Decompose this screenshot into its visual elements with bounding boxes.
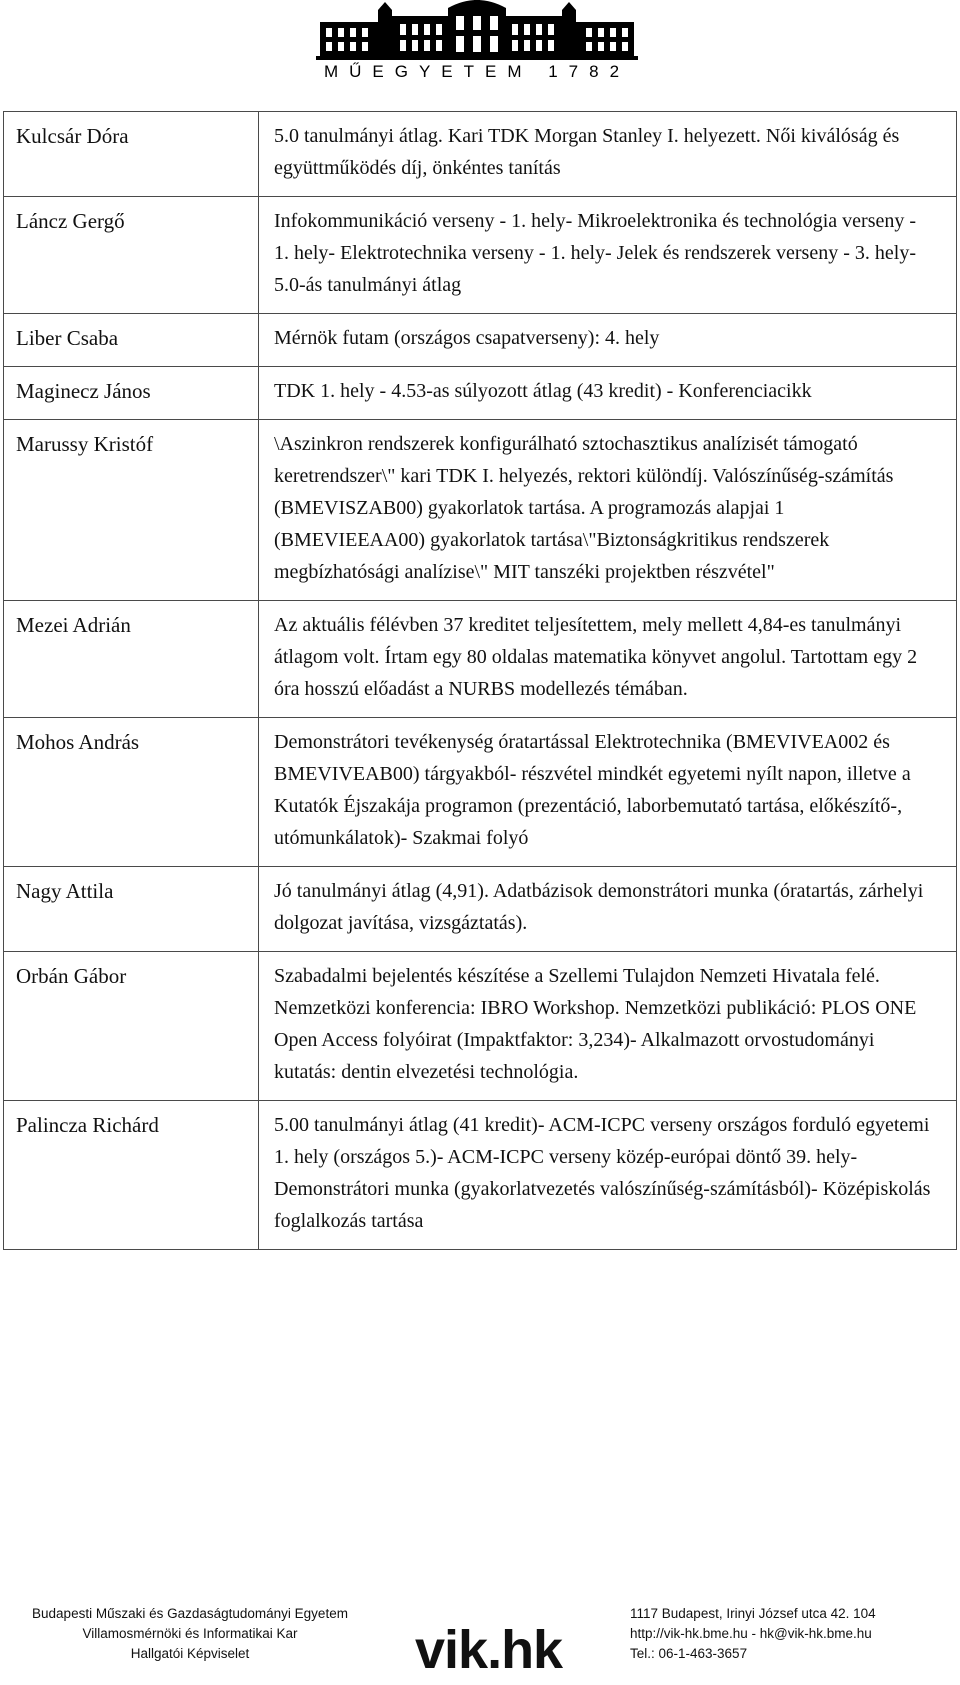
- achievement-description: 5.00 tanulmányi átlag (41 kredit)- ACM-ICPC verseny országos forduló egyetemi 1. hely (országos 5.)- ACM-ICPC verseny közép-európai döntő 39. hely- Demonstrátori munka (gyakorlatvezetés valószínűség-számításból)- Középiskolás foglalkozás tartása: [259, 1101, 957, 1250]
- student-name: Mohos András: [4, 718, 259, 867]
- footer-contact: [630, 1604, 950, 1664]
- page-footer: [0, 1604, 960, 1682]
- footer-faculty: Villamosmérnöki és Informatikai Kar: [82, 1626, 298, 1641]
- university-building-logo: [316, 0, 638, 62]
- table-row: [4, 718, 957, 867]
- achievement-description: Infokommunikáció verseny - 1. hely- Mikroelektronika és technológia verseny - 1. hely- Elektrotechnika verseny - 1. hely- Jelek és rendszerek verseny - 3. hely- 5.0-ás tanulmányi átlag: [259, 197, 957, 314]
- footer-address: 1117 Budapest, Irinyi József utca 42. 104: [630, 1606, 876, 1621]
- logo-caption: MŰEGYETEM 1782: [323, 62, 631, 81]
- footer-phone: Tel.: 06-1-463-3657: [630, 1646, 748, 1661]
- student-name: Mezei Adrián: [4, 601, 259, 718]
- footer-organization: [0, 1604, 380, 1664]
- student-name: Kulcsár Dóra: [4, 112, 259, 197]
- vikhk-logo: [415, 1606, 595, 1680]
- achievement-description: Mérnök futam (országos csapatverseny): 4. hely: [259, 314, 957, 367]
- achievement-description: TDK 1. hely - 4.53-as súlyozott átlag (43 kredit) - Konferenciacikk: [259, 367, 957, 420]
- student-name: Orbán Gábor: [4, 952, 259, 1101]
- table-row: [4, 601, 957, 718]
- brand-text: vik.hk: [415, 1620, 563, 1680]
- table-row: [4, 197, 957, 314]
- achievement-description: \Aszinkron rendszerek konfigurálható sztochasztikus analízisét támogató keretrendszer\" kari TDK I. helyezés, rektori különdíj. Valószínűség-számítás (BMEVISZAB00) gyakorlatok tartása. A programozás alapjai 1 (BMEVIEEAA00) gyakorlatok tartása\"Biztonságkritikus rendszerek megbízhatósági analízise\" MIT tanszéki projektben részvétel": [259, 420, 957, 601]
- brand-logo: [415, 1606, 595, 1680]
- student-name: Láncz Gergő: [4, 197, 259, 314]
- student-name: Marussy Kristóf: [4, 420, 259, 601]
- achievement-description: 5.0 tanulmányi átlag. Kari TDK Morgan Stanley I. helyezett. Női kiválóság és együttműködés díj, önkéntes tanítás: [259, 112, 957, 197]
- footer-student-union: Hallgatói Képviselet: [130, 1646, 250, 1661]
- table-row: [4, 112, 957, 197]
- achievement-description: Demonstrátori tevékenység óratartással Elektrotechnika (BMEVIVEA002 és BMEVIVEAB00) tárgyakból- részvétel mindkét egyetemi nyílt napon, illetve a Kutatók Éjszakája programon (prezentáció, laborbemutató tartása, előkészítő-, utómunkálatok)- Szakmai folyó: [259, 718, 957, 867]
- footer-web-email: http://vik-hk.bme.hu - hk@vik-hk.bme.hu: [630, 1626, 872, 1641]
- student-achievements-table: [3, 111, 957, 1250]
- header-logo: [0, 0, 960, 86]
- table-row: [4, 867, 957, 952]
- student-name: Nagy Attila: [4, 867, 259, 952]
- table-row: [4, 952, 957, 1101]
- table-row: [4, 1101, 957, 1250]
- achievement-description: Jó tanulmányi átlag (4,91). Adatbázisok demonstrátori munka (óratartás, zárhelyi dolgozat javítása, vizsgáztatás).: [259, 867, 957, 952]
- student-name: Palincza Richárd: [4, 1101, 259, 1250]
- table-row: [4, 314, 957, 367]
- achievement-description: Az aktuális félévben 37 kreditet teljesítettem, mely mellett 4,84-es tanulmányi átlagom volt. Írtam egy 80 oldalas matematika könyvet angolul. Tartottam egy 2 óra hosszú előadást a NURBS modellezés témában.: [259, 601, 957, 718]
- table-row: [4, 367, 957, 420]
- student-name: Maginecz János: [4, 367, 259, 420]
- achievement-description: Szabadalmi bejelentés készítése a Szellemi Tulajdon Nemzeti Hivatala felé. Nemzetközi konferencia: IBRO Workshop. Nemzetközi publikáció: PLOS ONE Open Access folyóirat (Impaktfaktor: 3,234)- Alkalmazott orvostudományi kutatás: dentin elvezetési technológia.: [259, 952, 957, 1101]
- student-name: Liber Csaba: [4, 314, 259, 367]
- footer-university: Budapesti Műszaki és Gazdaságtudományi Egyetem: [32, 1606, 348, 1621]
- table-row: [4, 420, 957, 601]
